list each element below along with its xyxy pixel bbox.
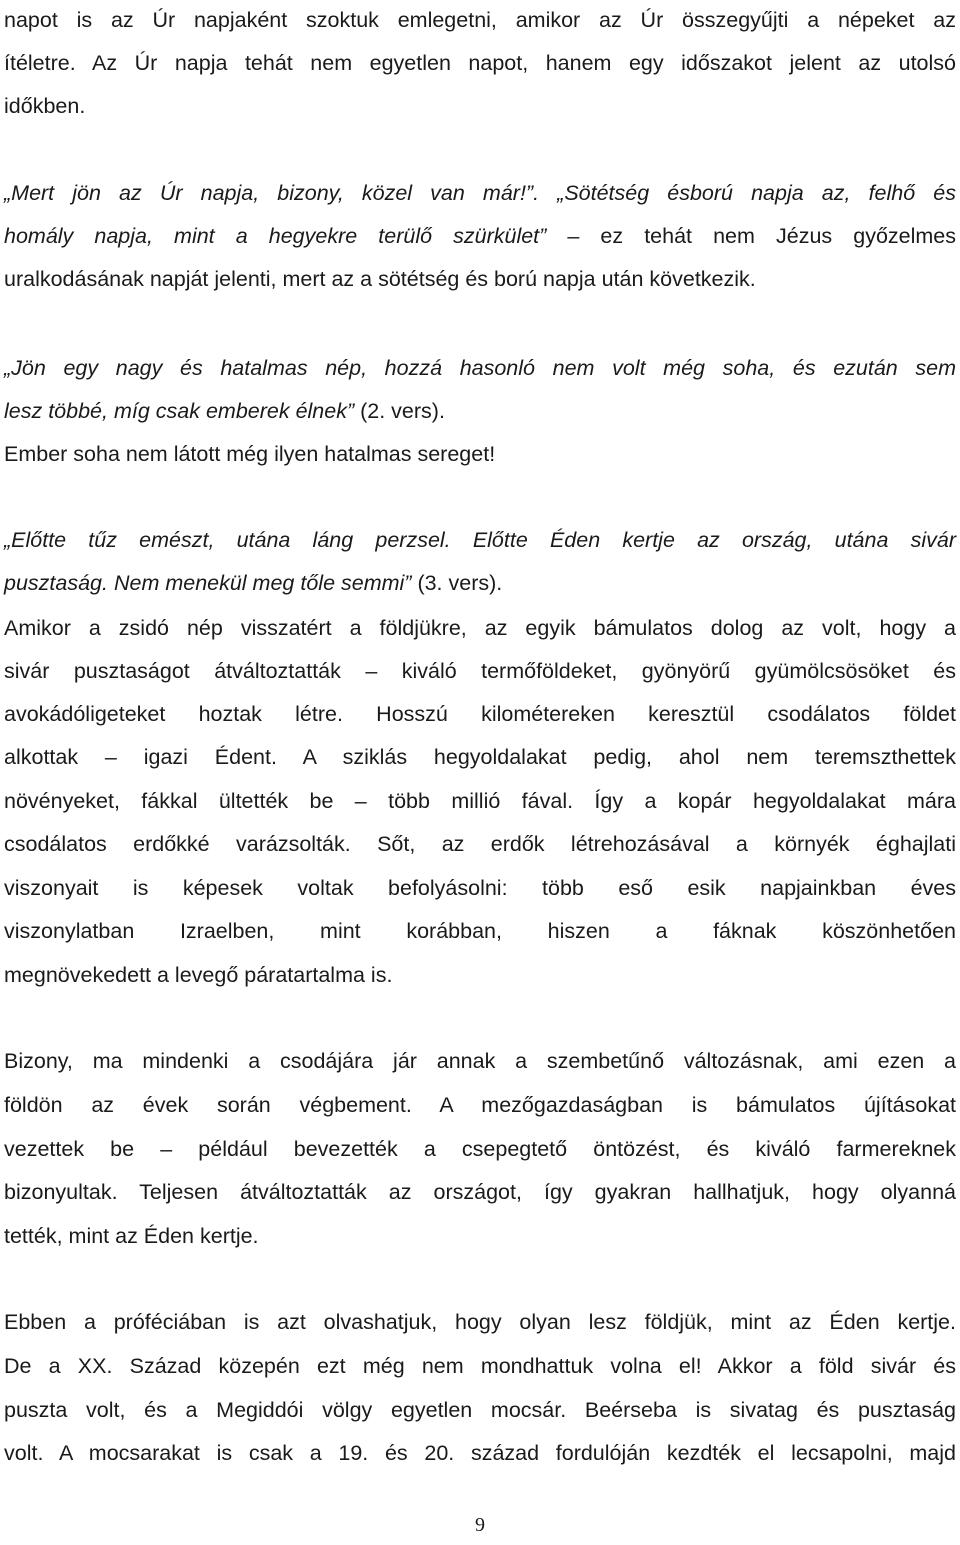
page-number: 9 xyxy=(475,1514,485,1536)
text-line xyxy=(4,262,956,296)
text-line xyxy=(4,1349,956,1383)
text-run: uralkodásának napját jelenti, mert az a sötétség és ború napja után következik. xyxy=(4,267,756,291)
text-line xyxy=(4,611,956,645)
text-line xyxy=(4,1305,956,1339)
text-line xyxy=(4,1132,956,1166)
italic-text-run: lesz többé, míg csak emberek élnek” xyxy=(4,399,355,423)
text-run: földön az évek során végbement. A mezőgazdaságban is bámulatos újításokat xyxy=(4,1093,956,1117)
text-run: De a XX. Század közepén ezt még nem mondhattuk volna el! Akkor a föld sivár és xyxy=(4,1354,956,1378)
text-line xyxy=(4,176,956,210)
text-run: alkottak – igazi Édent. A sziklás hegyoldalakat pedig, ahol nem teremszthettek xyxy=(4,745,956,769)
text-run: bizonyultak. Teljesen átváltoztatták az országot, így gyakran hallhatjuk, hogy olyanná xyxy=(4,1180,956,1204)
text-run: napot is az Úr napjaként szoktuk emlegetni, amikor az Úr összegyűjti a népeket az xyxy=(4,8,956,32)
italic-text-run: „Mert jön az Úr napja, bizony, közel van már!”. „Sötétség ésború napja az, felhő és xyxy=(4,181,956,205)
text-run: volt. A mocsarakat is csak a 19. és 20. század fordulóján kezdték el lecsapolni, majd xyxy=(4,1441,956,1465)
text-run: növényeket, fákkal ültették be – több millió fával. Így a kopár hegyoldalakat mára xyxy=(4,789,956,813)
text-line xyxy=(4,394,956,428)
text-run: időkben. xyxy=(4,94,86,118)
text-line xyxy=(4,827,956,861)
text-line xyxy=(4,1044,956,1078)
text-run: csodálatos erdőkké varázsolták. Sőt, az erdők létrehozásával a környék éghajlati xyxy=(4,832,956,856)
text-line xyxy=(4,871,956,905)
text-line xyxy=(4,697,956,731)
text-line xyxy=(4,219,956,253)
text-run: sivár pusztaságot átváltoztatták – kiváló termőföldeket, gyönyörű gyümölcsösöket és xyxy=(4,659,956,683)
text-line xyxy=(4,566,956,600)
text-line xyxy=(4,958,956,992)
italic-text-run: homály napja, mint a hegyekre terülő szürkület” xyxy=(4,224,547,248)
text-line xyxy=(4,1219,956,1253)
text-line xyxy=(4,1393,956,1427)
text-line xyxy=(4,46,956,80)
text-line xyxy=(4,914,956,948)
text-run: viszonylatban Izraelben, mint korábban, hiszen a fáknak köszönhetően xyxy=(4,919,956,943)
text-run: Bizony, ma mindenki a csodájára jár annak a szembetűnő változásnak, ami ezen a xyxy=(4,1049,956,1073)
text-run: tették, mint az Éden kertje. xyxy=(4,1224,259,1248)
italic-text-run: pusztaság. Nem menekül meg tőle semmi” xyxy=(4,571,412,595)
text-run: Ebben a próféciában is azt olvashatjuk, hogy olyan lesz földjük, mint az Éden kertje. xyxy=(4,1310,956,1334)
text-line xyxy=(4,1175,956,1209)
text-run: viszonyait is képesek voltak befolyásolni: több eső esik napjainkban éves xyxy=(4,876,956,900)
text-line xyxy=(4,654,956,688)
text-line xyxy=(4,523,956,557)
text-line xyxy=(4,1088,956,1122)
text-line xyxy=(4,784,956,818)
text-run: ítéletre. Az Úr napja tehát nem egyetlen napot, hanem egy időszakot jelent az utolsó xyxy=(4,51,956,75)
text-run: megnövekedett a levegő páratartalma is. xyxy=(4,963,393,987)
text-line xyxy=(4,3,956,37)
text-run: avokádóligeteket hoztak létre. Hosszú kilométereken keresztül csodálatos földet xyxy=(4,702,956,726)
text-run: (2. vers). xyxy=(354,399,445,423)
text-line xyxy=(4,1436,956,1470)
text-line xyxy=(4,740,956,774)
text-run: Amikor a zsidó nép visszatért a földjükre, az egyik bámulatos dolog az volt, hogy a xyxy=(4,616,956,640)
text-run: (3. vers). xyxy=(411,571,503,595)
text-run: puszta volt, és a Megiddói völgy egyetlen mocsár. Beérseba is sivatag és pusztaság xyxy=(4,1398,956,1422)
italic-text-run: „Jön egy nagy és hatalmas nép, hozzá hasonló nem volt még soha, és ezután sem xyxy=(4,356,956,380)
text-line xyxy=(4,437,956,471)
text-run: vezettek be – például bevezették a csepegtető öntözést, és kiváló farmereknek xyxy=(4,1137,956,1161)
text-run: – ez tehát nem Jézus győzelmes xyxy=(546,224,956,248)
text-run: Ember soha nem látott még ilyen hatalmas sereget! xyxy=(4,442,496,466)
italic-text-run: „Előtte tűz emészt, utána láng perzsel. Előtte Éden kertje az ország, utána sivár xyxy=(4,528,956,552)
text-line xyxy=(4,89,956,123)
text-line xyxy=(4,351,956,385)
